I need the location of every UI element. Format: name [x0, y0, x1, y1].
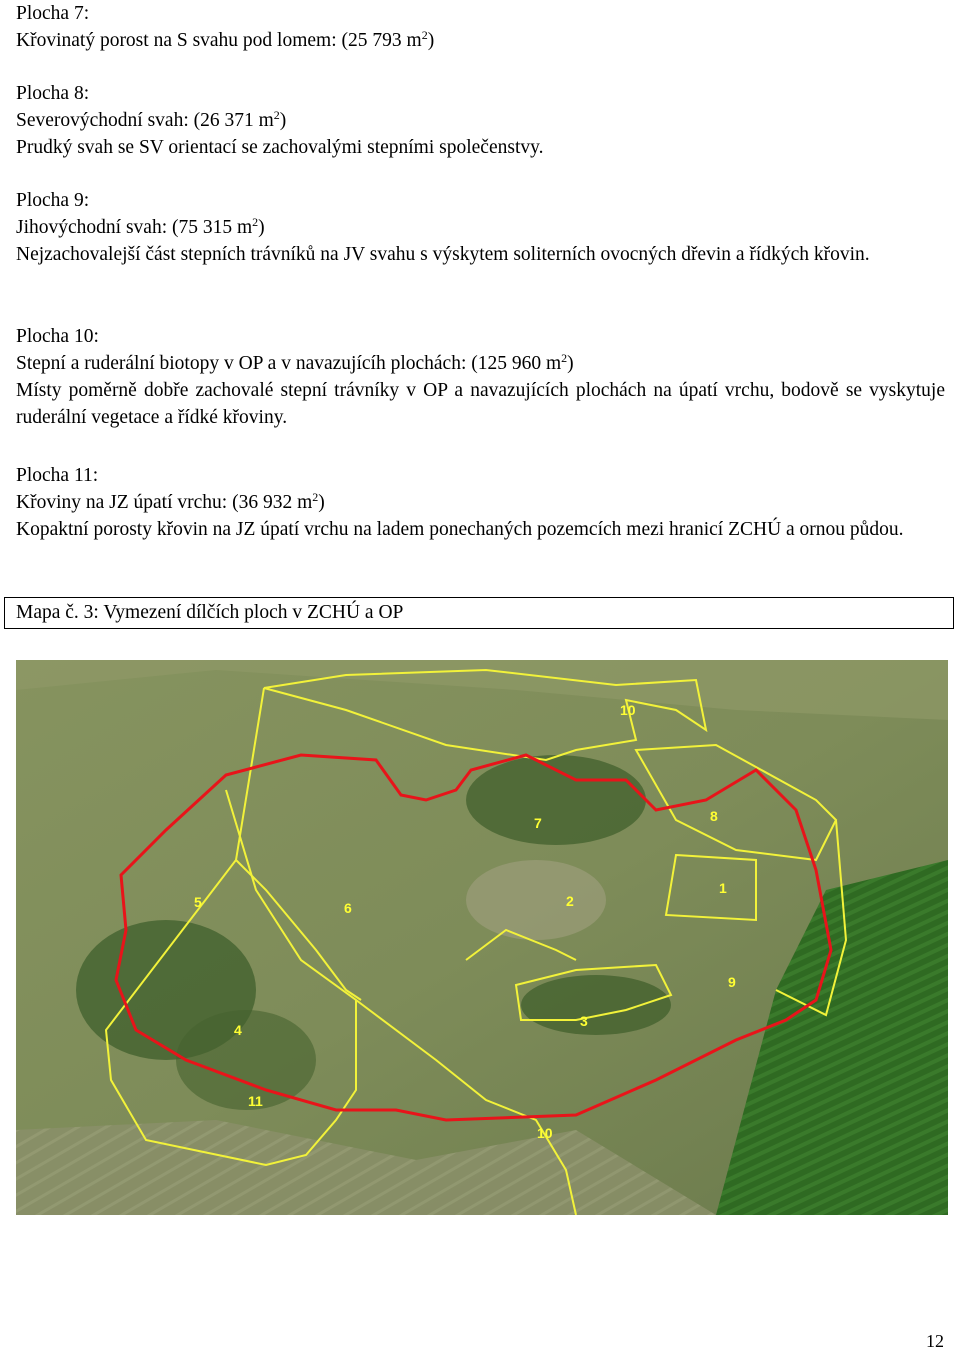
- section-plocha-11: [16, 462, 945, 543]
- map-label: 5: [194, 894, 202, 910]
- map-label: 4: [234, 1022, 242, 1038]
- map-label: 11: [248, 1093, 263, 1109]
- map-label: 1: [719, 880, 727, 896]
- section-title: Jihovýchodní svah: (75 315 $m^2$): [16, 215, 265, 238]
- map-label: 9: [728, 974, 736, 990]
- section-plocha-8: [16, 80, 945, 161]
- map-caption-box: [4, 597, 954, 629]
- page-number: 12: [926, 1331, 944, 1351]
- map-label: 2: [566, 893, 574, 909]
- map-label: 3: [580, 1013, 588, 1029]
- section-title: Křovinatý porost na S svahu pod lomem: (25 793 $m^2$): [16, 28, 435, 51]
- aerial-map-svg: [16, 660, 948, 1215]
- aerial-map: [16, 660, 948, 1215]
- section-title: Křoviny na JZ úpatí vrchu: (36 932 $m^2$): [16, 490, 325, 513]
- map-label: 8: [710, 808, 718, 824]
- section-plocha-9: [16, 187, 945, 268]
- shrub-patch: [176, 1010, 316, 1110]
- map-label: 6: [344, 900, 352, 916]
- quarry: [466, 860, 606, 940]
- map-label: 10: [537, 1125, 553, 1141]
- map-label: 7: [534, 815, 542, 831]
- shrub-patch: [521, 975, 671, 1035]
- section-description: Prudký svah se SV orientací se zachovalými stepními společenstvy.: [16, 137, 544, 158]
- map-label: 10: [620, 702, 636, 718]
- section-heading: Plocha 10:: [16, 326, 99, 347]
- section-title: Stepní a ruderální biotopy v OP a v navazujícíh plochách: (125 960 $m^2$): [16, 351, 574, 374]
- section-plocha-7: [16, 0, 945, 54]
- section-heading: Plocha 11:: [16, 465, 99, 486]
- map-caption: Mapa č. 3: Vymezení dílčích ploch v ZCHÚ a OP: [16, 602, 404, 623]
- section-description: Nejzachovalejší část stepních trávníků na JV svahu s výskytem soliterních ovocných dřevin a řídkých křovin.: [16, 244, 870, 265]
- section-plocha-10: [16, 323, 945, 431]
- section-title: Severovýchodní svah: (26 371 $m^2$): [16, 108, 287, 131]
- section-description: Kopaktní porosty křovin na JZ úpatí vrchu na ladem ponechaných pozemcích mezi hranicí ZCHÚ a ornou půdou.: [16, 519, 904, 540]
- section-description: Místy poměrně dobře zachovalé stepní trávníky v OP a navazujících plochách na úpatí vrchu, bodově se vyskytuje ruderální vegetace a řídké křoviny.: [16, 380, 945, 428]
- section-heading: Plocha 7:: [16, 3, 90, 24]
- section-heading: Plocha 9:: [16, 190, 90, 211]
- section-heading: Plocha 8:: [16, 83, 90, 104]
